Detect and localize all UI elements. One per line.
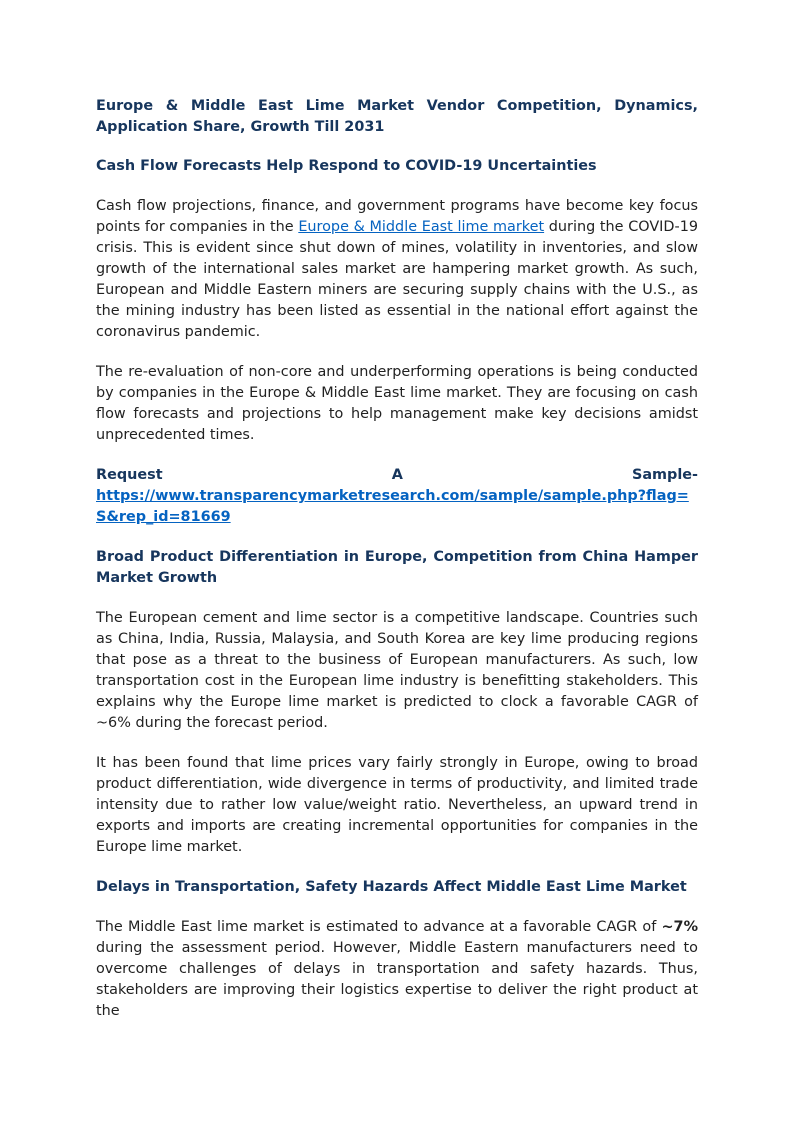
request-word: Sample- xyxy=(631,467,698,483)
paragraph-cash-flow-2: The re-evaluation of non-core and underperforming operations is being conducted by companies in the Europe & Middle East lime market. They are focusing on cash flow forecasts and projections to help management make key decisions amidst unprecedented times. xyxy=(96,364,698,443)
paragraph-middle-east-1 xyxy=(96,917,698,1022)
request-word: Request xyxy=(96,467,163,483)
request-word: A xyxy=(391,467,403,483)
request-sample-block xyxy=(96,465,698,528)
document-title: Europe & Middle East Lime Market Vendor Competition, Dynamics, Application Share, Growth Till 2031 xyxy=(96,98,698,135)
cagr-value: ~7% xyxy=(661,919,698,935)
paragraph-cash-flow-1 xyxy=(96,196,698,343)
paragraph-europe-1: The European cement and lime sector is a competitive landscape. Countries such as China, India, Russia, Malaysia, and South Korea are key lime producing regions that pose as a threat to the business of European manufacturers. As such, low transportation cost in the European lime industry is benefitting stakeholders. This explains why the Europe lime market is predicted to clock a favorable CAGR of ~6% during the forecast period. xyxy=(96,610,698,731)
paragraph-text: The Middle East lime market is estimated to advance at a favorable CAGR of xyxy=(96,919,662,935)
section-heading-middle-east: Delays in Transportation, Safety Hazards Affect Middle East Lime Market xyxy=(96,879,687,895)
section-heading-product-differentiation: Broad Product Differentiation in Europe, Competition from China Hamper Market Growth xyxy=(96,549,698,586)
market-link[interactable]: Europe & Middle East lime market xyxy=(298,219,545,235)
document-page xyxy=(96,96,698,1041)
paragraph-text: during the assessment period. However, Middle Eastern manufacturers need to overcome challenges of delays in transportation and safety hazards. Thus, stakeholders are improving their logistics expertise to deliver the right product at the xyxy=(96,940,698,1019)
paragraph-text: Cash flow projections, finance, and government programs have become key focus points for companies in the xyxy=(96,198,698,235)
section-heading-cash-flow: Cash Flow Forecasts Help Respond to COVID-19 Uncertainties xyxy=(96,158,597,174)
sample-request-link[interactable]: https://www.transparencymarketresearch.com/sample/sample.php?flag=S&rep_id=81669 xyxy=(96,488,689,525)
request-sample-label xyxy=(96,465,698,486)
paragraph-europe-2: It has been found that lime prices vary fairly strongly in Europe, owing to broad product differentiation, wide divergence in terms of productivity, and limited trade intensity due to rather low value/weight ratio. Nevertheless, an upward trend in exports and imports are creating incremental opportunities for companies in the Europe lime market. xyxy=(96,755,698,855)
paragraph-text: during the COVID-19 crisis. This is evident since shut down of mines, volatility in inventories, and slow growth of the international sales market are hampering market growth. As such, European and Middle Eastern miners are securing supply chains with the U.S., as the mining industry has been listed as essential in the national effort against the coronavirus pandemic. xyxy=(96,219,699,340)
